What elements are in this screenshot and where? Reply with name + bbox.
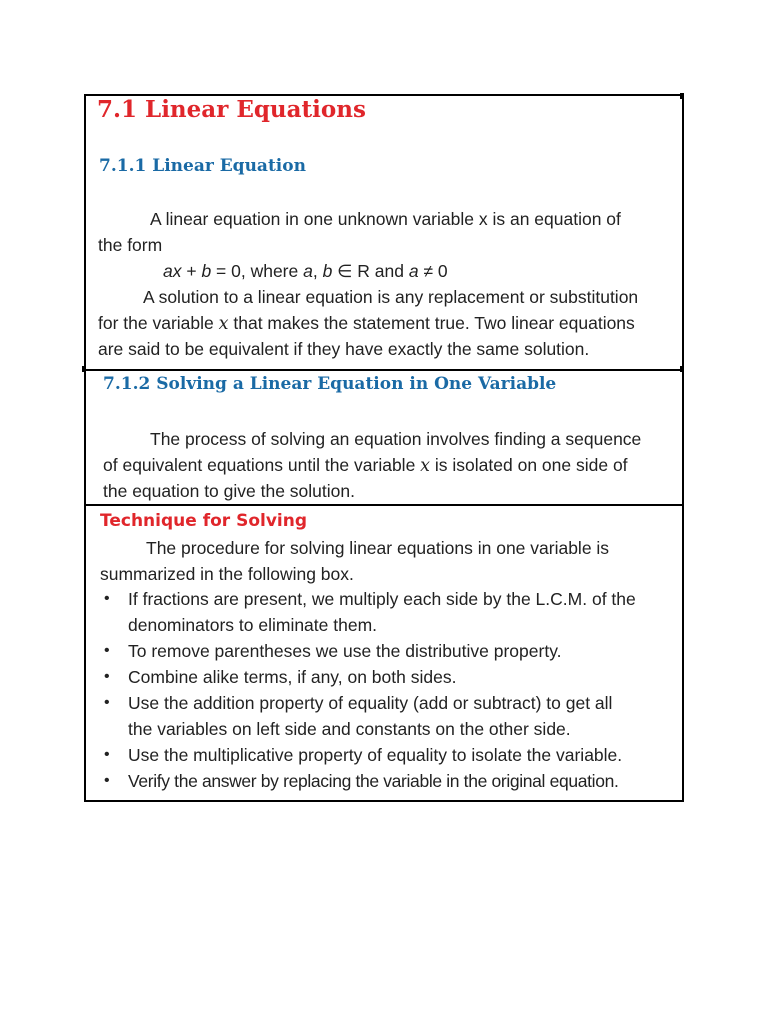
list-item: Combine alike terms, if any, on both sides.: [128, 667, 457, 687]
list-item: To remove parentheses we use the distributive property.: [128, 641, 562, 661]
formula-a2: a: [303, 261, 313, 281]
paragraph-line: A solution to a linear equation is any replacement or substitution: [143, 287, 639, 307]
variable-x: x: [420, 456, 431, 476]
technique-title: Technique for Solving: [100, 511, 308, 531]
paragraph-line: [103, 454, 628, 477]
formula-neq: ≠ 0: [418, 261, 448, 281]
formula-line: [163, 260, 448, 282]
paragraph-line: are said to be equivalent if they have exactly the same solution.: [98, 339, 590, 359]
list-item-continued: denominators to eliminate them.: [128, 615, 378, 635]
paragraph-line: The procedure for solving linear equations in one variable is: [146, 538, 610, 558]
bullet-marker: •: [104, 694, 110, 711]
subsection-title-solving: 7.1.2 Solving a Linear Equation in One Variable: [103, 374, 557, 394]
text-span: for the variable: [98, 313, 219, 333]
formula-x: x: [172, 261, 182, 281]
paragraph-line: The process of solving an equation involves finding a sequence: [150, 429, 642, 449]
corner-mark: [680, 93, 684, 99]
divider-technique: [86, 504, 682, 506]
formula-plus: +: [181, 261, 202, 281]
list-item: Verify the answer by replacing the variable in the original equation.: [128, 771, 619, 791]
paragraph-line: the equation to give the solution.: [103, 481, 355, 501]
list-item: If fractions are present, we multiply each side by the L.C.M. of the: [128, 589, 636, 609]
formula-in: ∈ R and: [332, 261, 409, 281]
variable-x: x: [218, 314, 229, 334]
paragraph-line: [98, 312, 635, 335]
formula-b: b: [201, 261, 212, 281]
text-span: that makes the statement true. Two linear equations: [228, 313, 635, 333]
corner-mark: [82, 366, 86, 372]
bullet-marker: •: [104, 746, 110, 763]
bullet-marker: •: [104, 772, 110, 789]
text-span: of equivalent equations until the variable: [103, 455, 421, 475]
list-item-continued: the variables on left side and constants on the other side.: [128, 719, 571, 739]
bullet-marker: •: [104, 642, 110, 659]
corner-mark: [680, 366, 684, 372]
formula-a3: a: [408, 261, 419, 281]
paragraph-line: summarized in the following box.: [100, 564, 354, 584]
formula-a: a: [163, 261, 173, 281]
formula-b2: b: [322, 261, 333, 281]
list-item: Use the multiplicative property of equality to isolate the variable.: [128, 745, 623, 765]
section-title: 7.1 Linear Equations: [97, 96, 366, 123]
bullet-marker: •: [104, 668, 110, 685]
formula-equals: = 0, where: [211, 261, 304, 281]
subsection-title-linear-equation: 7.1.1 Linear Equation: [99, 156, 306, 176]
paragraph-line: the form: [98, 235, 163, 255]
divider-subsection-2: [86, 369, 682, 371]
formula-comma: ,: [312, 261, 323, 281]
list-item: Use the addition property of equality (add or subtract) to get all: [128, 693, 613, 713]
paragraph-line: A linear equation in one unknown variable x is an equation of: [150, 209, 621, 229]
text-span: is isolated on one side of: [430, 455, 628, 475]
bullet-marker: •: [104, 590, 110, 607]
